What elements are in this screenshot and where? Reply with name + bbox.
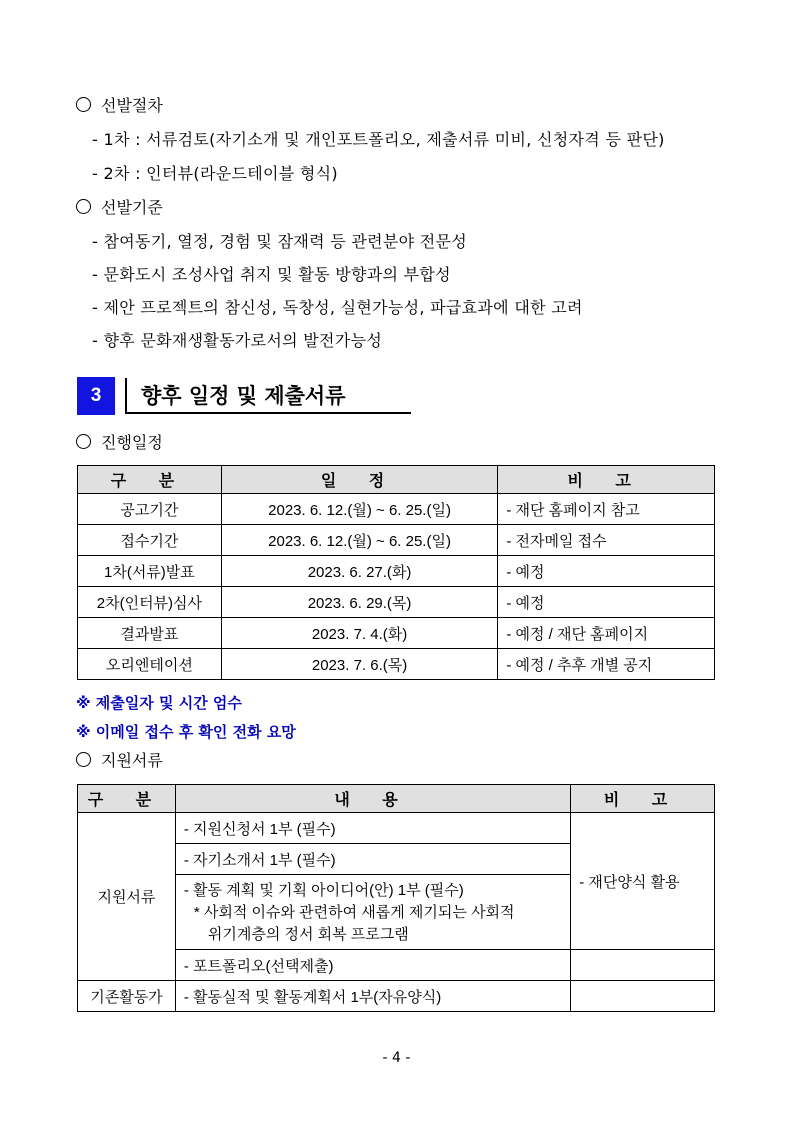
cell-group-label: 지원서류 — [78, 813, 176, 981]
cell-item: - 지원신청서 1부 (필수) — [175, 813, 570, 844]
cell-category: 2차(인터뷰)심사 — [78, 587, 222, 618]
cell-remarks-empty — [571, 981, 715, 1012]
table-row — [78, 525, 715, 556]
cell-item: - 포트폴리오(선택제출) — [175, 950, 570, 981]
section-title: 향후 일정 및 제출서류 — [125, 378, 411, 414]
table-row — [78, 587, 715, 618]
header-content: 내 용 — [175, 785, 570, 813]
cell-remarks: - 재단 홈페이지 참고 — [498, 494, 715, 525]
cell-remarks: - 예정 / 추후 개별 공지 — [498, 649, 715, 680]
schedule-heading: 진행일정 — [76, 430, 163, 453]
table-row — [78, 556, 715, 587]
cell-remarks-empty — [571, 950, 715, 981]
header-remarks: 비 고 — [498, 466, 715, 494]
cell-category: 결과발표 — [78, 618, 222, 649]
table-row — [78, 618, 715, 649]
circle-bullet-icon — [76, 199, 91, 214]
schedule-table — [77, 465, 715, 680]
cell-category: 접수기간 — [78, 525, 222, 556]
cell-date: 2023. 7. 6.(목) — [221, 649, 498, 680]
cell-date: 2023. 6. 12.(월) ~ 6. 25.(일) — [221, 494, 498, 525]
circle-bullet-icon — [76, 752, 91, 767]
table-header-row — [78, 785, 715, 813]
header-category: 구 분 — [78, 466, 222, 494]
procedure-item: - 1차 : 서류검토(자기소개 및 개인포트폴리오, 제출서류 미비, 신청자격 등 판단) — [92, 130, 665, 149]
table-row — [78, 813, 715, 844]
table-header-row — [78, 466, 715, 494]
header-remarks: 비 고 — [571, 785, 715, 813]
circle-bullet-icon — [76, 434, 91, 449]
cell-remarks: - 예정 / 재단 홈페이지 — [498, 618, 715, 649]
table-row — [78, 981, 715, 1012]
cell-item: - 자기소개서 1부 (필수) — [175, 844, 570, 875]
cell-remarks: - 예정 — [498, 587, 715, 618]
table-row — [78, 494, 715, 525]
cell-date: 2023. 6. 12.(월) ~ 6. 25.(일) — [221, 525, 498, 556]
cell-category: 1차(서류)발표 — [78, 556, 222, 587]
cell-group-label: 기존활동가 — [78, 981, 176, 1012]
cell-category: 공고기간 — [78, 494, 222, 525]
table-row — [78, 649, 715, 680]
procedure-item: - 2차 : 인터뷰(라운드테이블 형식) — [92, 164, 338, 183]
criteria-item: - 참여동기, 열정, 경험 및 잠재력 등 관련분야 전문성 — [92, 232, 468, 251]
cell-item: - 활동실적 및 활동계획서 1부(자유양식) — [175, 981, 570, 1012]
criteria-item: - 문화도시 조성사업 취지 및 활동 방향과의 부합성 — [92, 265, 451, 284]
documents-heading: 지원서류 — [76, 748, 163, 771]
cell-date: 2023. 6. 27.(화) — [221, 556, 498, 587]
cell-item: - 활동 계획 및 기획 아이디어(안) 1부 (필수) * 사회적 이슈와 관련하여 새롭게 제기되는 사회적 위기계층의 정서 회복 프로그램 — [175, 875, 570, 950]
selection-criteria-heading: 선발기준 — [76, 195, 163, 218]
cell-date: 2023. 7. 4.(화) — [221, 618, 498, 649]
section-number: 3 — [77, 377, 115, 415]
cell-date: 2023. 6. 29.(목) — [221, 587, 498, 618]
page-number: - 4 - — [382, 1050, 411, 1066]
documents-table — [77, 784, 715, 1012]
note-deadline: ※ 제출일자 및 시간 엄수 — [76, 694, 242, 712]
circle-bullet-icon — [76, 97, 91, 112]
header-date: 일 정 — [221, 466, 498, 494]
cell-remarks: - 전자메일 접수 — [498, 525, 715, 556]
cell-remarks: - 예정 — [498, 556, 715, 587]
selection-procedure-heading: 선발절차 — [76, 93, 163, 116]
header-category: 구 분 — [78, 785, 176, 813]
cell-category: 오리엔테이션 — [78, 649, 222, 680]
criteria-item: - 제안 프로젝트의 참신성, 독창성, 실현가능성, 파급효과에 대한 고려 — [92, 298, 583, 317]
criteria-item: - 향후 문화재생활동가로서의 발전가능성 — [92, 331, 383, 350]
note-confirm-call: ※ 이메일 접수 후 확인 전화 요망 — [76, 723, 296, 741]
cell-remarks: - 재단양식 활용 — [571, 813, 715, 950]
